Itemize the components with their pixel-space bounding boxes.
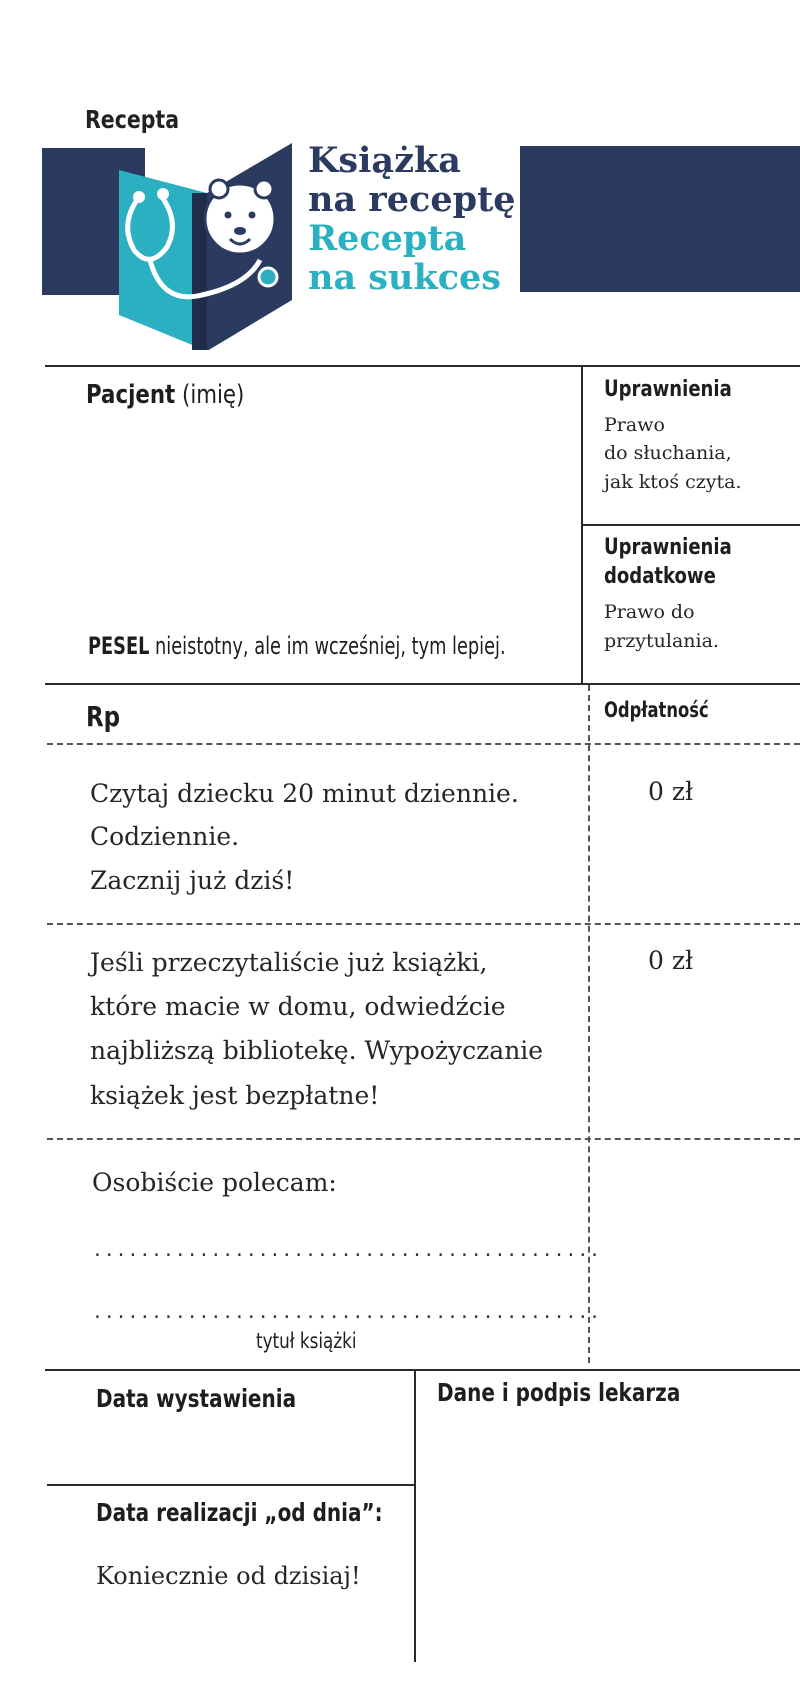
recommend-label: Osobiście polecam: [92, 1168, 337, 1197]
item1-line-3: Zacznij już dziś! [90, 866, 295, 895]
rights-extra-line-2: przytulania. [604, 630, 719, 652]
rights-extra-title-2: dodatkowe [604, 564, 716, 589]
divider-footer-vertical [414, 1369, 416, 1662]
rights-extra-line-1: Prawo do [604, 601, 695, 623]
pesel-label-normal: nieistotny, ale im wcześniej, tym lepiej. [155, 632, 506, 660]
issue-date-label: Data wystawienia [96, 1384, 297, 1413]
patient-label-bold: Pacjent [86, 380, 176, 410]
rights-line-2: do słuchania, [604, 442, 732, 464]
rights-line-1: Prawo [604, 414, 665, 436]
item1-line-2: Codziennie. [90, 822, 240, 851]
patient-label-normal: (imię) [182, 380, 245, 410]
item1-fee: 0 zł [648, 777, 694, 806]
dashed-divider-3 [47, 1138, 800, 1140]
logo-line-2: na receptę [308, 179, 516, 220]
dashed-divider-1 [47, 743, 800, 745]
rights-line-3: jak ktoś czyta. [604, 471, 742, 493]
patient-label [86, 380, 244, 410]
book-title-dots-1: ........................................... [92, 1240, 601, 1261]
rp-label: Rp [86, 700, 121, 733]
book-stethoscope-bear-logo-icon [42, 135, 302, 350]
item2-line-2: które macie w domu, odwiedźcie [90, 992, 506, 1021]
rights-title: Uprawnienia [604, 377, 732, 402]
logo-line-4: na sukces [308, 257, 501, 298]
rights-extra-title-1: Uprawnienia [604, 535, 732, 560]
pesel-label [88, 632, 506, 660]
fee-label: Odpłatność [604, 698, 709, 722]
book-title-dots-2: ........................................... [92, 1302, 601, 1323]
item2-line-4: książek jest bezpłatne! [90, 1081, 380, 1110]
dashed-divider-2 [47, 923, 800, 925]
logo-line-3: Recepta [308, 218, 467, 259]
realization-date-label: Data realizacji „od dnia”: [96, 1498, 383, 1527]
doctor-signature-label: Dane i podpis lekarza [437, 1378, 681, 1407]
recepta-label: Recepta [85, 105, 180, 134]
item2-fee: 0 zł [648, 946, 694, 975]
divider-footer-top [45, 1369, 800, 1371]
divider-footer-mid [47, 1484, 414, 1486]
realization-date-value: Koniecznie od dzisiaj! [96, 1562, 361, 1590]
pesel-label-bold: PESEL [88, 632, 150, 660]
item2-line-3: najbliższą bibliotekę. Wypożyczanie [90, 1036, 544, 1065]
logo-line-1: Książka [308, 140, 461, 181]
divider-rights-mid [581, 524, 800, 526]
item1-line-1: Czytaj dziecku 20 minut dziennie. [90, 779, 519, 808]
divider-top [45, 365, 800, 367]
navy-header-block [520, 146, 800, 292]
item2-line-1: Jeśli przeczytaliście już książki, [90, 948, 488, 977]
fee-column-divider [588, 685, 590, 1363]
divider-rp-top [45, 683, 800, 685]
book-title-label: tytuł książki [256, 1329, 357, 1353]
